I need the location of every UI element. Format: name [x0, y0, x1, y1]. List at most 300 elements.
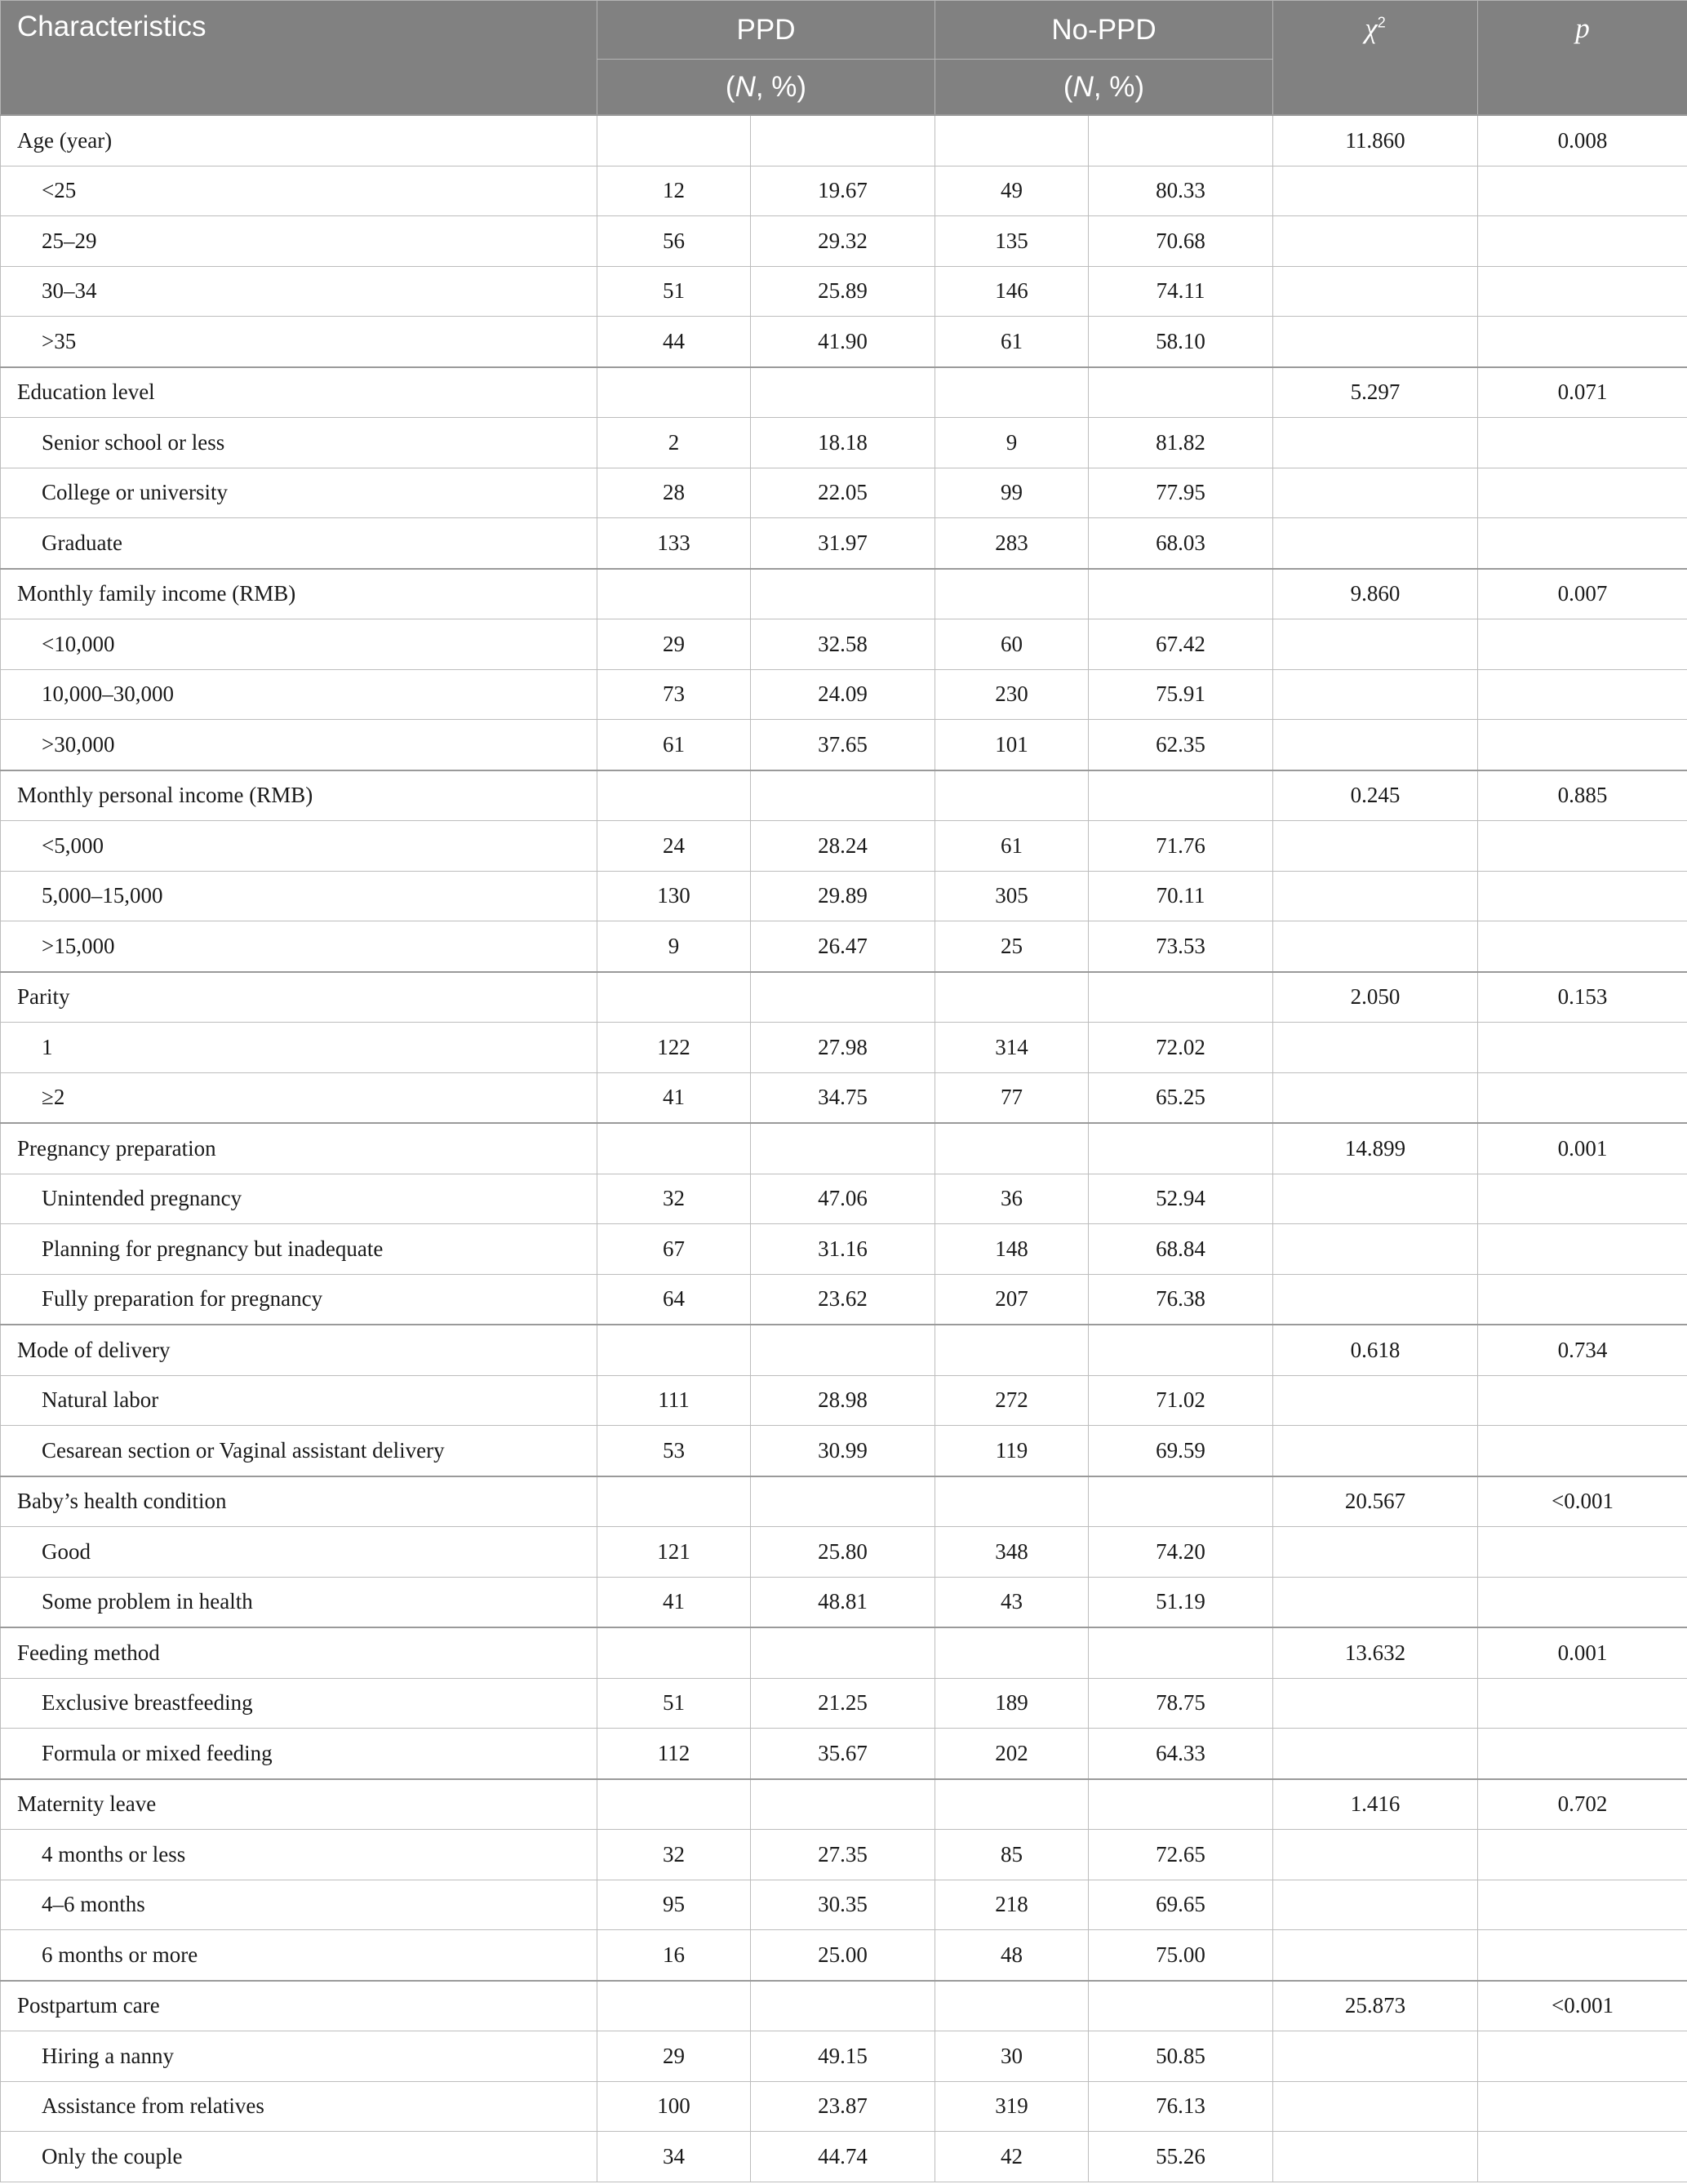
p-value	[1478, 418, 1687, 468]
no-ppd-count	[935, 972, 1089, 1023]
row-label: <10,000	[1, 619, 597, 670]
p-value	[1478, 1274, 1687, 1325]
no-ppd-percent: 71.02	[1089, 1375, 1273, 1426]
chi-square-value: 20.567	[1273, 1476, 1478, 1527]
ppd-count: 2	[597, 418, 751, 468]
row-label: Graduate	[1, 518, 597, 569]
p-value	[1478, 1072, 1687, 1123]
no-ppd-percent	[1089, 367, 1273, 418]
row-label: Maternity leave	[1, 1779, 597, 1830]
ppd-percent	[751, 569, 935, 619]
ppd-count	[597, 1123, 751, 1174]
no-ppd-count: 148	[935, 1224, 1089, 1275]
ppd-count	[597, 569, 751, 619]
no-ppd-percent: 50.85	[1089, 2031, 1273, 2082]
ppd-percent: 44.74	[751, 2132, 935, 2182]
no-ppd-percent: 70.68	[1089, 216, 1273, 267]
ppd-percent: 23.87	[751, 2081, 935, 2132]
no-ppd-percent: 72.02	[1089, 1023, 1273, 1073]
ppd-count: 24	[597, 821, 751, 872]
table-row	[1, 1577, 1687, 1627]
ppd-percent: 49.15	[751, 2031, 935, 2082]
chi-square-value	[1273, 1577, 1478, 1627]
ppd-count: 133	[597, 518, 751, 569]
p-value	[1478, 921, 1687, 972]
no-ppd-count: 77	[935, 1072, 1089, 1123]
category-row	[1, 1476, 1687, 1527]
p-value	[1478, 871, 1687, 921]
chi-square-value	[1273, 1678, 1478, 1729]
ppd-count: 112	[597, 1729, 751, 1779]
row-label: Monthly family income (RMB)	[1, 569, 597, 619]
ppd-count	[597, 972, 751, 1023]
table-row	[1, 166, 1687, 216]
no-ppd-count: 49	[935, 166, 1089, 216]
table-header	[1, 1, 1687, 116]
no-ppd-percent: 55.26	[1089, 2132, 1273, 2182]
ppd-percent: 27.98	[751, 1023, 935, 1073]
ppd-count: 130	[597, 871, 751, 921]
p-value	[1478, 468, 1687, 518]
no-ppd-percent: 67.42	[1089, 619, 1273, 670]
ppd-percent: 31.16	[751, 1224, 935, 1275]
ppd-percent	[751, 1123, 935, 1174]
p-symbol: p	[1575, 12, 1590, 44]
no-ppd-count: 189	[935, 1678, 1089, 1729]
ppd-count: 28	[597, 468, 751, 518]
ppd-percent: 34.75	[751, 1072, 935, 1123]
no-ppd-count: 99	[935, 468, 1089, 518]
chi-square-value	[1273, 1426, 1478, 1476]
category-row	[1, 115, 1687, 166]
chi-square-value: 25.873	[1273, 1981, 1478, 2031]
row-label: Monthly personal income (RMB)	[1, 770, 597, 821]
row-label: 1	[1, 1023, 597, 1073]
chi-square-value	[1273, 1072, 1478, 1123]
no-ppd-count: 42	[935, 2132, 1089, 2182]
p-value	[1478, 216, 1687, 267]
chi-square-value	[1273, 619, 1478, 670]
n-symbol: N	[735, 70, 756, 103]
ppd-count	[597, 1981, 751, 2031]
no-ppd-count: 48	[935, 1930, 1089, 1981]
row-label: Good	[1, 1527, 597, 1578]
ppd-count: 34	[597, 2132, 751, 2182]
ppd-percent: 26.47	[751, 921, 935, 972]
row-label: 4–6 months	[1, 1880, 597, 1930]
table-row	[1, 1426, 1687, 1476]
category-row	[1, 1325, 1687, 1375]
category-row	[1, 1123, 1687, 1174]
no-ppd-percent: 76.38	[1089, 1274, 1273, 1325]
chi-square-value: 9.860	[1273, 569, 1478, 619]
no-ppd-count: 146	[935, 266, 1089, 317]
chi-square-value	[1273, 1527, 1478, 1578]
ppd-percent	[751, 115, 935, 166]
p-value: <0.001	[1478, 1476, 1687, 1527]
ppd-count: 111	[597, 1375, 751, 1426]
p-value: 0.734	[1478, 1325, 1687, 1375]
p-value	[1478, 1426, 1687, 1476]
p-value	[1478, 1930, 1687, 1981]
header-no-ppd-n-percent	[935, 60, 1273, 116]
chi-square-value	[1273, 166, 1478, 216]
row-label: >15,000	[1, 921, 597, 972]
no-ppd-percent	[1089, 972, 1273, 1023]
no-ppd-percent: 76.13	[1089, 2081, 1273, 2132]
row-label: 30–34	[1, 266, 597, 317]
no-ppd-count: 348	[935, 1527, 1089, 1578]
p-value: 0.885	[1478, 770, 1687, 821]
p-value	[1478, 1880, 1687, 1930]
no-ppd-count: 36	[935, 1174, 1089, 1224]
no-ppd-percent: 74.11	[1089, 266, 1273, 317]
row-label: Some problem in health	[1, 1577, 597, 1627]
table-body	[1, 115, 1687, 2182]
chi-symbol: χ	[1365, 12, 1378, 44]
no-ppd-count: 218	[935, 1880, 1089, 1930]
row-label: Baby’s health condition	[1, 1476, 597, 1527]
no-ppd-count: 61	[935, 821, 1089, 872]
paren-open: (	[725, 70, 735, 103]
p-value	[1478, 1577, 1687, 1627]
chi-square-value	[1273, 821, 1478, 872]
ppd-percent: 47.06	[751, 1174, 935, 1224]
chi-square-value: 1.416	[1273, 1779, 1478, 1830]
p-value	[1478, 1023, 1687, 1073]
no-ppd-percent: 75.00	[1089, 1930, 1273, 1981]
no-ppd-count	[935, 115, 1089, 166]
p-value	[1478, 1375, 1687, 1426]
chi-square-value	[1273, 1930, 1478, 1981]
header-no-ppd: No-PPD	[935, 1, 1273, 60]
ppd-count: 32	[597, 1830, 751, 1880]
no-ppd-count: 207	[935, 1274, 1089, 1325]
row-label: 6 months or more	[1, 1930, 597, 1981]
no-ppd-percent: 70.11	[1089, 871, 1273, 921]
no-ppd-percent: 71.76	[1089, 821, 1273, 872]
chi-square-value: 2.050	[1273, 972, 1478, 1023]
ppd-count	[597, 367, 751, 418]
category-row	[1, 1627, 1687, 1678]
no-ppd-percent	[1089, 770, 1273, 821]
no-ppd-percent: 73.53	[1089, 921, 1273, 972]
table-row	[1, 418, 1687, 468]
ppd-count: 122	[597, 1023, 751, 1073]
ppd-percent: 37.65	[751, 720, 935, 770]
no-ppd-percent: 58.10	[1089, 317, 1273, 367]
ppd-percent: 19.67	[751, 166, 935, 216]
chi-square-value	[1273, 2081, 1478, 2132]
ppd-count: 16	[597, 1930, 751, 1981]
no-ppd-count	[935, 1981, 1089, 2031]
chi-square-value: 5.297	[1273, 367, 1478, 418]
no-ppd-count: 314	[935, 1023, 1089, 1073]
row-label: Postpartum care	[1, 1981, 597, 2031]
header-chi-square	[1273, 1, 1478, 116]
p-value	[1478, 821, 1687, 872]
ppd-count: 67	[597, 1224, 751, 1275]
no-ppd-count	[935, 1325, 1089, 1375]
no-ppd-count	[935, 770, 1089, 821]
no-ppd-percent	[1089, 1123, 1273, 1174]
row-label: College or university	[1, 468, 597, 518]
category-row	[1, 569, 1687, 619]
table-row	[1, 720, 1687, 770]
ppd-percent: 30.99	[751, 1426, 935, 1476]
chi-square-value	[1273, 871, 1478, 921]
p-value: 0.007	[1478, 569, 1687, 619]
no-ppd-percent: 78.75	[1089, 1678, 1273, 1729]
p-value	[1478, 619, 1687, 670]
header-ppd-n-percent	[597, 60, 935, 116]
p-value	[1478, 166, 1687, 216]
chi-square-value	[1273, 468, 1478, 518]
table-row	[1, 1174, 1687, 1224]
ppd-percent: 21.25	[751, 1678, 935, 1729]
p-value: 0.008	[1478, 115, 1687, 166]
header-p-value	[1478, 1, 1687, 116]
row-label: Exclusive breastfeeding	[1, 1678, 597, 1729]
ppd-count: 73	[597, 669, 751, 720]
no-ppd-count: 43	[935, 1577, 1089, 1627]
p-value	[1478, 2132, 1687, 2182]
no-ppd-count: 30	[935, 2031, 1089, 2082]
p-value	[1478, 518, 1687, 569]
ppd-percent: 24.09	[751, 669, 935, 720]
table-row	[1, 1072, 1687, 1123]
no-ppd-count: 230	[935, 669, 1089, 720]
ppd-percent: 28.98	[751, 1375, 935, 1426]
chi-square-value: 13.632	[1273, 1627, 1478, 1678]
no-ppd-count	[935, 569, 1089, 619]
table-row	[1, 619, 1687, 670]
row-label: Hiring a nanny	[1, 2031, 597, 2082]
ppd-percent	[751, 1627, 935, 1678]
ppd-percent: 25.80	[751, 1527, 935, 1578]
ppd-percent: 25.89	[751, 266, 935, 317]
table-row	[1, 1224, 1687, 1275]
chi-square-value	[1273, 266, 1478, 317]
chi-square-value: 0.618	[1273, 1325, 1478, 1375]
row-label: Assistance from relatives	[1, 2081, 597, 2132]
chi-square-value	[1273, 720, 1478, 770]
no-ppd-percent: 64.33	[1089, 1729, 1273, 1779]
row-label: Age (year)	[1, 115, 597, 166]
ppd-count: 51	[597, 1678, 751, 1729]
no-ppd-count: 9	[935, 418, 1089, 468]
ppd-percent	[751, 1476, 935, 1527]
no-ppd-percent	[1089, 1627, 1273, 1678]
table-row	[1, 1729, 1687, 1779]
table-row	[1, 468, 1687, 518]
ppd-count: 41	[597, 1577, 751, 1627]
row-label: Pregnancy preparation	[1, 1123, 597, 1174]
n-suffix: , %)	[755, 70, 807, 103]
table-row	[1, 1375, 1687, 1426]
no-ppd-count: 135	[935, 216, 1089, 267]
chi-square-value	[1273, 1375, 1478, 1426]
ppd-percent: 28.24	[751, 821, 935, 872]
no-ppd-count	[935, 367, 1089, 418]
no-ppd-count	[935, 1779, 1089, 1830]
no-ppd-percent: 68.03	[1089, 518, 1273, 569]
chi-square-value	[1273, 216, 1478, 267]
p-value	[1478, 1729, 1687, 1779]
chi-square-value	[1273, 1023, 1478, 1073]
ppd-count: 121	[597, 1527, 751, 1578]
no-ppd-percent	[1089, 1325, 1273, 1375]
ppd-percent: 32.58	[751, 619, 935, 670]
row-label: Formula or mixed feeding	[1, 1729, 597, 1779]
ppd-percent: 25.00	[751, 1930, 935, 1981]
table-row	[1, 921, 1687, 972]
no-ppd-percent: 72.65	[1089, 1830, 1273, 1880]
row-label: <25	[1, 166, 597, 216]
row-label: Education level	[1, 367, 597, 418]
chi-square-value	[1273, 669, 1478, 720]
table-row	[1, 216, 1687, 267]
p-value: <0.001	[1478, 1981, 1687, 2031]
p-value	[1478, 266, 1687, 317]
no-ppd-percent: 69.59	[1089, 1426, 1273, 1476]
p-value: 0.153	[1478, 972, 1687, 1023]
no-ppd-count: 305	[935, 871, 1089, 921]
ppd-count: 51	[597, 266, 751, 317]
table-row	[1, 871, 1687, 921]
p-value	[1478, 317, 1687, 367]
row-label: >30,000	[1, 720, 597, 770]
table-row	[1, 1527, 1687, 1578]
ppd-percent: 22.05	[751, 468, 935, 518]
chi-square-value	[1273, 1224, 1478, 1275]
ppd-count	[597, 1325, 751, 1375]
ppd-percent	[751, 972, 935, 1023]
ppd-percent: 23.62	[751, 1274, 935, 1325]
no-ppd-percent: 81.82	[1089, 418, 1273, 468]
no-ppd-percent	[1089, 1981, 1273, 2031]
row-label: Senior school or less	[1, 418, 597, 468]
p-value	[1478, 1224, 1687, 1275]
row-label: Feeding method	[1, 1627, 597, 1678]
p-value	[1478, 669, 1687, 720]
no-ppd-count: 283	[935, 518, 1089, 569]
p-value	[1478, 1174, 1687, 1224]
ppd-count	[597, 1627, 751, 1678]
row-label: Only the couple	[1, 2132, 597, 2182]
ppd-percent	[751, 1325, 935, 1375]
no-ppd-count: 101	[935, 720, 1089, 770]
ppd-percent	[751, 770, 935, 821]
no-ppd-percent	[1089, 1476, 1273, 1527]
ppd-percent: 18.18	[751, 418, 935, 468]
p-value	[1478, 1678, 1687, 1729]
no-ppd-percent: 75.91	[1089, 669, 1273, 720]
no-ppd-count: 61	[935, 317, 1089, 367]
no-ppd-percent: 80.33	[1089, 166, 1273, 216]
row-label: Mode of delivery	[1, 1325, 597, 1375]
chi-square-value	[1273, 1880, 1478, 1930]
row-label: Natural labor	[1, 1375, 597, 1426]
row-label: 25–29	[1, 216, 597, 267]
no-ppd-count	[935, 1123, 1089, 1174]
no-ppd-count	[935, 1476, 1089, 1527]
ppd-count: 56	[597, 216, 751, 267]
ppd-percent: 31.97	[751, 518, 935, 569]
table-row	[1, 1274, 1687, 1325]
row-label: <5,000	[1, 821, 597, 872]
no-ppd-percent: 68.84	[1089, 1224, 1273, 1275]
row-label: Parity	[1, 972, 597, 1023]
ppd-percent: 29.89	[751, 871, 935, 921]
no-ppd-percent: 77.95	[1089, 468, 1273, 518]
row-label: ≥2	[1, 1072, 597, 1123]
row-label: Planning for pregnancy but inadequate	[1, 1224, 597, 1275]
ppd-count: 61	[597, 720, 751, 770]
no-ppd-count	[935, 1627, 1089, 1678]
ppd-count: 64	[597, 1274, 751, 1325]
row-label: Unintended pregnancy	[1, 1174, 597, 1224]
no-ppd-count: 319	[935, 2081, 1089, 2132]
ppd-count: 100	[597, 2081, 751, 2132]
ppd-percent: 35.67	[751, 1729, 935, 1779]
category-row	[1, 367, 1687, 418]
table-row	[1, 518, 1687, 569]
p-value	[1478, 2031, 1687, 2082]
table-row	[1, 1023, 1687, 1073]
p-value: 0.702	[1478, 1779, 1687, 1830]
chi-square-value: 11.860	[1273, 115, 1478, 166]
ppd-count: 41	[597, 1072, 751, 1123]
p-value	[1478, 2081, 1687, 2132]
ppd-percent: 29.32	[751, 216, 935, 267]
category-row	[1, 770, 1687, 821]
ppd-count: 95	[597, 1880, 751, 1930]
no-ppd-percent: 65.25	[1089, 1072, 1273, 1123]
table-row	[1, 1880, 1687, 1930]
no-ppd-count: 119	[935, 1426, 1089, 1476]
ppd-count: 9	[597, 921, 751, 972]
chi-square-value	[1273, 317, 1478, 367]
chi-square-value	[1273, 1830, 1478, 1880]
p-value	[1478, 1527, 1687, 1578]
paren-open: (	[1063, 70, 1073, 103]
chi-square-value	[1273, 1174, 1478, 1224]
no-ppd-percent: 52.94	[1089, 1174, 1273, 1224]
table-row	[1, 266, 1687, 317]
table-row	[1, 2031, 1687, 2082]
ppd-count	[597, 1476, 751, 1527]
ppd-percent	[751, 1779, 935, 1830]
chi-square-value	[1273, 2031, 1478, 2082]
no-ppd-percent: 74.20	[1089, 1527, 1273, 1578]
row-label: >35	[1, 317, 597, 367]
ppd-count: 29	[597, 2031, 751, 2082]
category-row	[1, 972, 1687, 1023]
category-row	[1, 1981, 1687, 2031]
no-ppd-percent	[1089, 1779, 1273, 1830]
header-ppd: PPD	[597, 1, 935, 60]
row-label: 5,000–15,000	[1, 871, 597, 921]
ppd-percent: 30.35	[751, 1880, 935, 1930]
no-ppd-count: 85	[935, 1830, 1089, 1880]
no-ppd-count: 272	[935, 1375, 1089, 1426]
ppd-percent: 27.35	[751, 1830, 935, 1880]
category-row	[1, 1779, 1687, 1830]
ppd-count: 12	[597, 166, 751, 216]
p-value: 0.001	[1478, 1123, 1687, 1174]
ppd-count	[597, 115, 751, 166]
